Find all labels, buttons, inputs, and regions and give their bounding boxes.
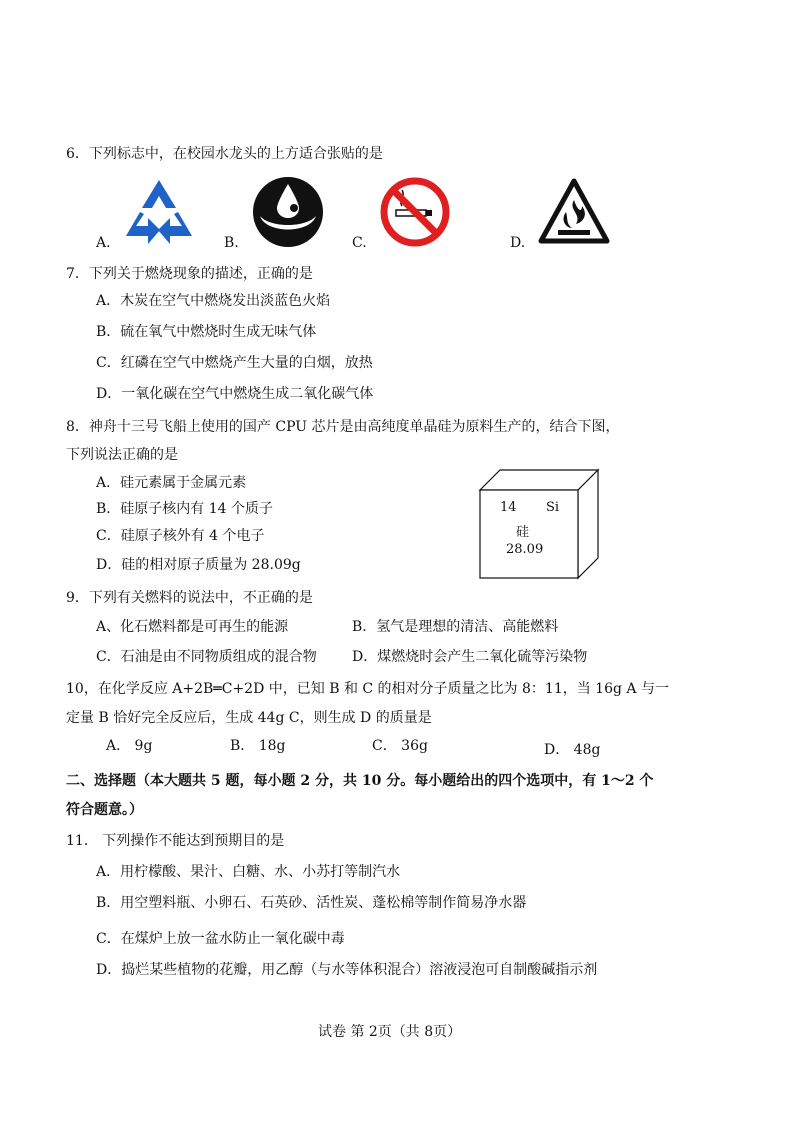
- recycle-icon: [118, 178, 200, 248]
- q11-option-a: A．用柠檬酸、果汁、白糖、水、小苏打等制汽水: [96, 864, 401, 880]
- q7-stem: 7．下列关于燃烧现象的描述，正确的是: [66, 266, 313, 282]
- q6-option-a-label: A.: [96, 235, 111, 251]
- q10-option-d: D． 48g: [544, 742, 601, 758]
- q9-option-b: B．氢气是理想的清洁、高能燃料: [352, 619, 559, 635]
- q10-option-a: A． 9g: [106, 738, 153, 754]
- no-smoking-icon: [378, 176, 452, 248]
- element-cell-silicon: [470, 468, 600, 580]
- q6-option-c-label: C.: [352, 235, 367, 251]
- page-footer: 试卷 第 2页（共 8页）: [318, 1024, 462, 1040]
- q8-stem-line2: 下列说法正确的是: [66, 447, 178, 463]
- q7-option-b: B．硫在氧气中燃烧时生成无味气体: [96, 324, 317, 340]
- water-saving-icon: [250, 176, 326, 248]
- q10-stem-line2: 定量 B 恰好完全反应后，生成 44g C，则生成 D 的质量是: [66, 710, 432, 726]
- q11-option-b: B．用空塑料瓶、小卵石、石英砂、活性炭、蓬松棉等制作简易净水器: [96, 895, 527, 911]
- q8-stem-line1: 8．神舟十三号飞船上使用的国产 CPU 芯片是由高纯度单晶硅为原料生产的，结合下图，: [66, 419, 620, 435]
- element-cube-outline: [470, 468, 600, 580]
- q8-option-d: D．硅的相对原子质量为 28.09g: [96, 557, 301, 573]
- q8-option-c: C．硅原子核外有 4 个电子: [96, 528, 265, 544]
- q10-option-b: B． 18g: [230, 738, 286, 754]
- q6-option-b-label: B.: [224, 235, 239, 251]
- q6-stem: 6．下列标志中，在校园水龙头的上方适合张贴的是: [66, 146, 383, 162]
- q11-option-c: C．在煤炉上放一盆水防止一氧化碳中毒: [96, 931, 345, 947]
- q6-option-d-label: D.: [510, 235, 526, 251]
- flammable-warning-icon: [538, 178, 610, 244]
- element-name: 硅: [516, 525, 530, 540]
- section2-heading-line1: 二、选择题（本大题共 5 题，每小题 2 分，共 10 分。每小题给出的四个选项中，有 1～2 个: [66, 773, 654, 789]
- q8-option-a: A．硅元素属于金属元素: [96, 475, 247, 491]
- section2-heading-line2: 符合题意。）: [66, 802, 143, 818]
- q11-stem: 11． 下列操作不能达到预期目的是: [66, 833, 285, 849]
- q9-option-c: C．石油是由不同物质组成的混合物: [96, 649, 317, 665]
- q7-option-c: C．红磷在空气中燃烧产生大量的白烟，放热: [96, 355, 373, 371]
- element-symbol: Si: [546, 500, 560, 515]
- q10-option-c: C． 36g: [372, 738, 428, 754]
- q11-option-d: D．捣烂某些植物的花瓣，用乙醇（与水等体积混合）溶液浸泡可自制酸碱指示剂: [96, 962, 598, 978]
- q9-option-a: A、化石燃料都是可再生的能源: [96, 619, 289, 635]
- q7-option-d: D．一氧化碳在空气中燃烧生成二氧化碳气体: [96, 386, 374, 402]
- q8-option-b: B．硅原子核内有 14 个质子: [96, 501, 274, 517]
- q9-option-d: D．煤燃烧时会产生二氧化硫等污染物: [352, 649, 588, 665]
- element-atomic-mass: 28.09: [506, 542, 544, 557]
- element-atomic-number: 14: [500, 500, 517, 515]
- q10-stem-line1: 10，在化学反应 A+2B═C+2D 中，已知 B 和 C 的相对分子质量之比为 8：11，当 16g A 与一: [66, 681, 669, 697]
- q9-stem: 9．下列有关燃料的说法中，不正确的是: [66, 590, 313, 606]
- q7-option-a: A．木炭在空气中燃烧发出淡蓝色火焰: [96, 293, 331, 309]
